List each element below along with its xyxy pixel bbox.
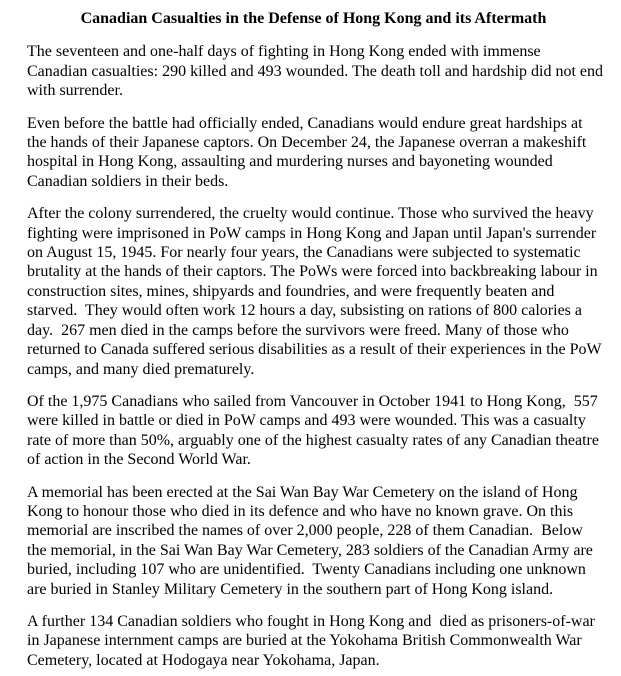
paragraph <box>27 114 600 192</box>
text-line: camps, and many died prematurely. <box>27 360 255 378</box>
text-line: Canadian soldiers in their beds. <box>27 172 229 190</box>
text-line: A further 134 Canadian soldiers who fought in Hong Kong and died as prisoners-of-war <box>27 612 595 630</box>
text-line: fighting were imprisoned in PoW camps in Hong Kong and Japan until Japan's surrender <box>27 224 597 242</box>
text-line: are buried in Stanley Military Cemetery in the southern part of Hong Kong island. <box>27 580 554 598</box>
text-line: Kong to honour those who died in its defence and who have no known grave. On this <box>27 502 574 520</box>
document-title: Canadian Casualties in the Defense of Hong Kong and its Aftermath <box>80 10 547 27</box>
text-line: the hands of their Japanese captors. On December 24, the Japanese overran a makeshift <box>27 134 587 152</box>
text-line: the memorial, in the Sai Wan Bay War Cemetery, 283 soldiers of the Canadian Army are <box>27 541 593 559</box>
text-line: hospital in Hong Kong, assaulting and murdering nurses and bayoneting wounded <box>27 153 553 171</box>
paragraph <box>27 612 600 670</box>
text-line: rate of more than 50%, arguably one of the highest casualty rates of any Canadian theatre <box>27 431 599 449</box>
text-line: Even before the battle had officially ended, Canadians would endure great hardships at <box>27 114 583 132</box>
paragraph <box>27 42 604 100</box>
text-line: The seventeen and one-half days of fighting in Hong Kong ended with immense <box>27 43 541 61</box>
text-line: were killed in battle or died in PoW camps and 493 were wounded. This was a casualty <box>27 412 586 430</box>
text-line: on August 15, 1945. For nearly four years, the Canadians were subjected to systematic <box>27 244 581 262</box>
paragraph <box>27 483 600 599</box>
text-line: memorial are inscribed the names of over 2,000 people, 228 of them Canadian. Below <box>27 522 583 540</box>
text-line: construction sites, mines, shipyards and foundries, and were frequently beaten and <box>27 282 555 300</box>
paragraph <box>27 204 600 379</box>
text-line: brutality at the hands of their captors. The PoWs were forced into backbreaking labour in <box>27 263 598 281</box>
text-line: starved. They would often work 12 hours a day, subsisting on rations of 800 calories a <box>27 302 583 320</box>
text-line: Canadian casualties: 290 killed and 493 wounded. The death toll and hardship did not end <box>27 62 604 80</box>
text-line: of action in the Second World War. <box>27 451 251 469</box>
paragraph <box>27 392 600 470</box>
text-line: A memorial has been erected at the Sai Wan Bay War Cemetery on the island of Hong <box>27 483 578 501</box>
text-line: day. 267 men died in the camps before the survivors were freed. Many of those who <box>27 321 569 339</box>
text-line: in Japanese internment camps are buried at the Yokohama British Commonwealth War <box>27 632 582 650</box>
text-line: returned to Canada suffered serious disabilities as a result of their experiences in the PoW <box>27 341 602 359</box>
text-line: with surrender. <box>27 82 123 100</box>
text-line: Cemetery, located at Hodogaya near Yokohama, Japan. <box>27 651 380 669</box>
text-line: buried, including 107 who are unidentified. Twenty Canadians including one unknown <box>27 561 586 579</box>
text-line: Of the 1,975 Canadians who sailed from Vancouver in October 1941 to Hong Kong, 557 <box>27 392 598 410</box>
text-line: After the colony surrendered, the cruelty would continue. Those who survived the heavy <box>27 205 594 223</box>
